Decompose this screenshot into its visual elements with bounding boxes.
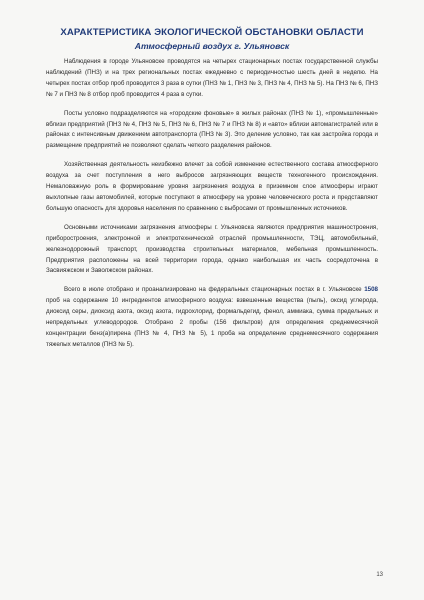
paragraph-post-categories: Посты условно подразделяются на «городские фоновые» в жилых районах (ПНЗ № 1), «промышленные» вблизи предприятий (ПНЗ № 4, ПНЗ № 5, ПНЗ № 6, ПНЗ № 7 и ПНЗ № 8) и «авто» вблизи автомагистралей или в районах с интенсивным движением автотранспорта (ПНЗ № 3). Это деление условно, так как застройка города и размещение предприятий не позволяют сделать четкого разделения районов. — [46, 109, 378, 150]
document-title: ХАРАКТЕРИСТИКА ЭКОЛОГИЧЕСКОЙ ОБСТАНОВКИ ОБЛАСТИ — [60, 27, 364, 38]
document-subtitle: Атмосферный воздух г. Ульяновск — [134, 41, 290, 51]
paragraph-observation-posts: Наблюдения в городе Ульяновске проводятся на четырех стационарных постах государственной службы наблюдений (ПНЗ) и на трех региональных постах ежедневно с периодичностью шесть дней в неделю. На четырех постах отбор проб проводится 3 раза в сутки (ПНЗ № 1, ПНЗ № 3, ПНЗ № 4, ПНЗ № 5). На ПНЗ № 6, ПНЗ № 7 и ПНЗ № 8 отбор проб проводится 4 раза в сутки. — [46, 58, 378, 98]
sampling-text-after: проб на содержание 10 ингредиентов атмосферного воздуха: взвешенные вещества (пыль), оксид углерода, диоксид серы, диоксид азота, оксид азота, гидрохлорид, формальдегид, фенол, аммиака, сумма предельных и непредельных углеводородов. Отобрано 2 пробы (156 фильтров) для определения среднемесячной концентрации бенз(а)пирена (ПНЗ № 4, ПНЗ № 5), 1 проба на определение среднемесячного содержания тяжелых металлов (ПНЗ № 5). — [46, 297, 378, 348]
page-number: 13 — [376, 572, 383, 578]
sampling-text-before: Всего в июле отобрано и проанализировано на федеральных стационарных постах в г. Ульяновске — [64, 286, 365, 294]
paragraph-sampling-summary — [46, 285, 378, 350]
paragraph-economic-activity: Хозяйственная деятельность неизбежно влечет за собой изменение естественного состава атмосферного воздуха за счет поступления в него выбросов загрязняющих веществ техногенного происхождения. Немаловажную роль в формирование уровня загрязнения воздуха в приземном слое атмосферы играют выхлопные газы автомобилей, которые поступают в атмосферу на уровне человеческого роста и представляют большую опасность для здоровья населения по сравнению с выбросами от промышленных источников. — [46, 161, 378, 212]
sample-count-highlight: 1508 — [364, 286, 378, 294]
paragraph-pollution-sources: Основными источниками загрязнения атмосферы г. Ульяновска являются предприятия машиностроения, приборостроения, электронной и электротехнической отраслей промышленности, ТЭЦ, автомобильный, железнодорожный транспорт, производства строительных материалов, мебельная промышленность. Предприятия расположены на всей территории города, однако наибольшая их часть сосредоточена в Засвияжском и Заволжском районах. — [46, 223, 378, 275]
